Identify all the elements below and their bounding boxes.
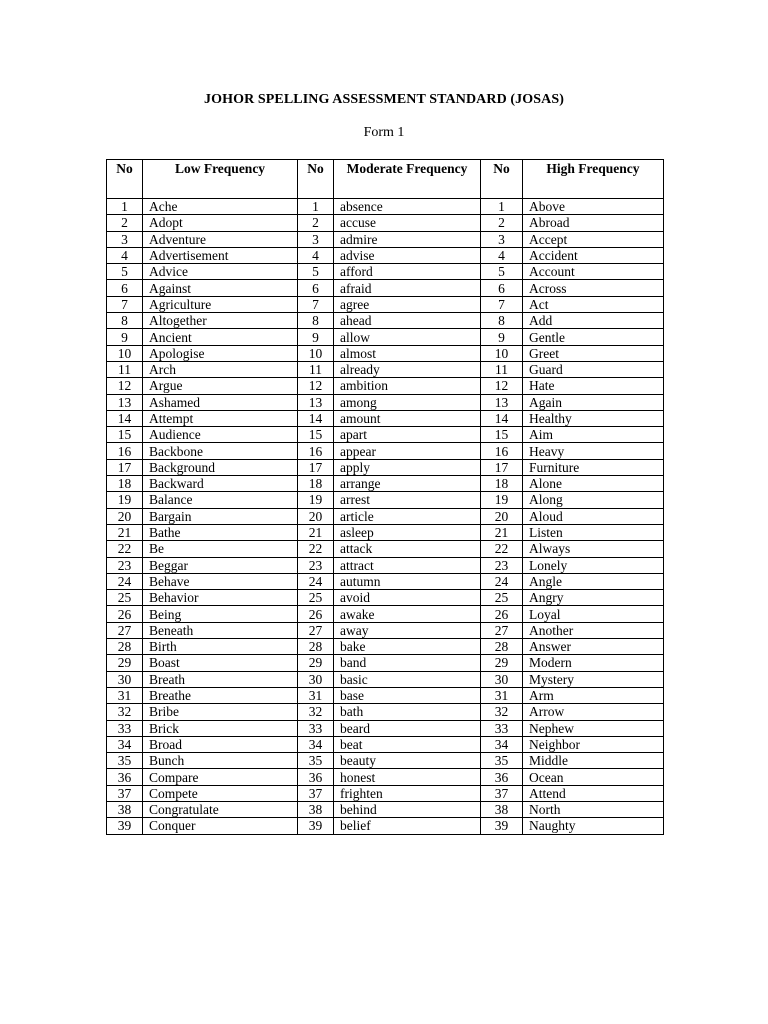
low-frequency-word: Birth xyxy=(143,639,298,655)
table-row xyxy=(107,459,664,475)
high-frequency-word: Aloud xyxy=(523,508,664,524)
moderate-frequency-word: frighten xyxy=(334,785,481,801)
low-frequency-word: Ache xyxy=(143,199,298,215)
high-frequency-word: Angle xyxy=(523,573,664,589)
table-row xyxy=(107,427,664,443)
row-number-high: 38 xyxy=(481,801,523,817)
high-frequency-word: Mystery xyxy=(523,671,664,687)
moderate-frequency-word: arrest xyxy=(334,492,481,508)
form-label: Form 1 xyxy=(363,125,405,140)
table-row xyxy=(107,394,664,410)
table-row xyxy=(107,313,664,329)
moderate-frequency-word: attract xyxy=(334,557,481,573)
row-number-high: 19 xyxy=(481,492,523,508)
moderate-frequency-word: allow xyxy=(334,329,481,345)
row-number-high: 33 xyxy=(481,720,523,736)
row-number-high: 25 xyxy=(481,590,523,606)
row-number-low: 4 xyxy=(107,247,143,263)
high-frequency-word: Add xyxy=(523,313,664,329)
moderate-frequency-word: afford xyxy=(334,264,481,280)
row-number-high: 10 xyxy=(481,345,523,361)
row-number-moderate: 15 xyxy=(298,427,334,443)
row-number-low: 9 xyxy=(107,329,143,345)
low-frequency-word: Being xyxy=(143,606,298,622)
row-number-moderate: 9 xyxy=(298,329,334,345)
low-frequency-word: Congratulate xyxy=(143,801,298,817)
row-number-low: 17 xyxy=(107,459,143,475)
moderate-frequency-word: apply xyxy=(334,459,481,475)
low-frequency-word: Adventure xyxy=(143,231,298,247)
table-row xyxy=(107,753,664,769)
row-number-moderate: 18 xyxy=(298,476,334,492)
moderate-frequency-word: advise xyxy=(334,247,481,263)
row-number-low: 2 xyxy=(107,215,143,231)
low-frequency-word: Behavior xyxy=(143,590,298,606)
row-number-low: 12 xyxy=(107,378,143,394)
high-frequency-word: Abroad xyxy=(523,215,664,231)
row-number-moderate: 33 xyxy=(298,720,334,736)
moderate-frequency-word: beard xyxy=(334,720,481,736)
low-frequency-word: Brick xyxy=(143,720,298,736)
high-frequency-word: Modern xyxy=(523,655,664,671)
high-frequency-word: Hate xyxy=(523,378,664,394)
high-frequency-word: Healthy xyxy=(523,410,664,426)
row-number-low: 19 xyxy=(107,492,143,508)
row-number-low: 7 xyxy=(107,296,143,312)
row-number-low: 33 xyxy=(107,720,143,736)
row-number-moderate: 35 xyxy=(298,753,334,769)
column-header-no-moderate: No xyxy=(298,160,334,199)
row-number-high: 31 xyxy=(481,687,523,703)
row-number-low: 5 xyxy=(107,264,143,280)
row-number-high: 22 xyxy=(481,541,523,557)
low-frequency-word: Background xyxy=(143,459,298,475)
row-number-moderate: 36 xyxy=(298,769,334,785)
low-frequency-word: Breath xyxy=(143,671,298,687)
row-number-low: 36 xyxy=(107,769,143,785)
row-number-high: 1 xyxy=(481,199,523,215)
high-frequency-word: Above xyxy=(523,199,664,215)
low-frequency-word: Attempt xyxy=(143,410,298,426)
row-number-high: 35 xyxy=(481,753,523,769)
row-number-low: 11 xyxy=(107,361,143,377)
row-number-high: 39 xyxy=(481,818,523,834)
table-row xyxy=(107,378,664,394)
row-number-moderate: 17 xyxy=(298,459,334,475)
moderate-frequency-word: honest xyxy=(334,769,481,785)
row-number-moderate: 38 xyxy=(298,801,334,817)
high-frequency-word: Naughty xyxy=(523,818,664,834)
row-number-high: 29 xyxy=(481,655,523,671)
row-number-moderate: 30 xyxy=(298,671,334,687)
low-frequency-word: Behave xyxy=(143,573,298,589)
row-number-moderate: 39 xyxy=(298,818,334,834)
row-number-moderate: 2 xyxy=(298,215,334,231)
spelling-word-table xyxy=(106,159,664,835)
moderate-frequency-word: accuse xyxy=(334,215,481,231)
low-frequency-word: Against xyxy=(143,280,298,296)
low-frequency-word: Conquer xyxy=(143,818,298,834)
row-number-high: 15 xyxy=(481,427,523,443)
moderate-frequency-word: base xyxy=(334,687,481,703)
high-frequency-word: Another xyxy=(523,622,664,638)
row-number-low: 29 xyxy=(107,655,143,671)
row-number-low: 10 xyxy=(107,345,143,361)
table-row xyxy=(107,573,664,589)
row-number-low: 38 xyxy=(107,801,143,817)
row-number-moderate: 6 xyxy=(298,280,334,296)
row-number-moderate: 27 xyxy=(298,622,334,638)
row-number-moderate: 24 xyxy=(298,573,334,589)
high-frequency-word: Furniture xyxy=(523,459,664,475)
high-frequency-word: Again xyxy=(523,394,664,410)
low-frequency-word: Beneath xyxy=(143,622,298,638)
low-frequency-word: Bargain xyxy=(143,508,298,524)
row-number-moderate: 19 xyxy=(298,492,334,508)
low-frequency-word: Bribe xyxy=(143,704,298,720)
low-frequency-word: Arch xyxy=(143,361,298,377)
high-frequency-word: Ocean xyxy=(523,769,664,785)
low-frequency-word: Compare xyxy=(143,769,298,785)
row-number-low: 37 xyxy=(107,785,143,801)
table-row xyxy=(107,231,664,247)
row-number-low: 16 xyxy=(107,443,143,459)
row-number-low: 25 xyxy=(107,590,143,606)
moderate-frequency-word: beat xyxy=(334,736,481,752)
moderate-frequency-word: bath xyxy=(334,704,481,720)
row-number-low: 39 xyxy=(107,818,143,834)
row-number-moderate: 13 xyxy=(298,394,334,410)
low-frequency-word: Broad xyxy=(143,736,298,752)
table-row xyxy=(107,606,664,622)
row-number-low: 3 xyxy=(107,231,143,247)
low-frequency-word: Boast xyxy=(143,655,298,671)
high-frequency-word: Attend xyxy=(523,785,664,801)
table-row xyxy=(107,247,664,263)
table-row xyxy=(107,443,664,459)
row-number-high: 24 xyxy=(481,573,523,589)
table-row xyxy=(107,818,664,834)
row-number-low: 35 xyxy=(107,753,143,769)
row-number-low: 22 xyxy=(107,541,143,557)
high-frequency-word: Account xyxy=(523,264,664,280)
row-number-low: 34 xyxy=(107,736,143,752)
moderate-frequency-word: amount xyxy=(334,410,481,426)
moderate-frequency-word: autumn xyxy=(334,573,481,589)
high-frequency-word: Heavy xyxy=(523,443,664,459)
table-row xyxy=(107,736,664,752)
moderate-frequency-word: agree xyxy=(334,296,481,312)
row-number-low: 23 xyxy=(107,557,143,573)
table-row xyxy=(107,590,664,606)
moderate-frequency-word: afraid xyxy=(334,280,481,296)
row-number-high: 36 xyxy=(481,769,523,785)
row-number-high: 5 xyxy=(481,264,523,280)
moderate-frequency-word: band xyxy=(334,655,481,671)
high-frequency-word: Accident xyxy=(523,247,664,263)
low-frequency-word: Beggar xyxy=(143,557,298,573)
high-frequency-word: Greet xyxy=(523,345,664,361)
column-header-no-high: No xyxy=(481,160,523,199)
table-row xyxy=(107,687,664,703)
high-frequency-word: Arm xyxy=(523,687,664,703)
table-row xyxy=(107,361,664,377)
column-header-no-low: No xyxy=(107,160,143,199)
row-number-moderate: 14 xyxy=(298,410,334,426)
row-number-low: 32 xyxy=(107,704,143,720)
moderate-frequency-word: avoid xyxy=(334,590,481,606)
row-number-high: 26 xyxy=(481,606,523,622)
row-number-moderate: 5 xyxy=(298,264,334,280)
row-number-high: 7 xyxy=(481,296,523,312)
row-number-low: 27 xyxy=(107,622,143,638)
low-frequency-word: Adopt xyxy=(143,215,298,231)
row-number-high: 11 xyxy=(481,361,523,377)
row-number-moderate: 16 xyxy=(298,443,334,459)
low-frequency-word: Argue xyxy=(143,378,298,394)
table-row xyxy=(107,785,664,801)
moderate-frequency-word: bake xyxy=(334,639,481,655)
row-number-high: 6 xyxy=(481,280,523,296)
moderate-frequency-word: beauty xyxy=(334,753,481,769)
row-number-high: 12 xyxy=(481,378,523,394)
high-frequency-word: Arrow xyxy=(523,704,664,720)
row-number-high: 21 xyxy=(481,524,523,540)
row-number-low: 24 xyxy=(107,573,143,589)
low-frequency-word: Bathe xyxy=(143,524,298,540)
table-row xyxy=(107,345,664,361)
moderate-frequency-word: attack xyxy=(334,541,481,557)
column-header-low-frequency: Low Frequency xyxy=(143,160,298,199)
moderate-frequency-word: already xyxy=(334,361,481,377)
table-row xyxy=(107,476,664,492)
row-number-high: 3 xyxy=(481,231,523,247)
row-number-moderate: 29 xyxy=(298,655,334,671)
low-frequency-word: Backbone xyxy=(143,443,298,459)
row-number-high: 14 xyxy=(481,410,523,426)
row-number-high: 34 xyxy=(481,736,523,752)
table-row xyxy=(107,280,664,296)
moderate-frequency-word: apart xyxy=(334,427,481,443)
table-row xyxy=(107,329,664,345)
high-frequency-word: Across xyxy=(523,280,664,296)
high-frequency-word: Along xyxy=(523,492,664,508)
high-frequency-word: Listen xyxy=(523,524,664,540)
moderate-frequency-word: article xyxy=(334,508,481,524)
row-number-moderate: 23 xyxy=(298,557,334,573)
row-number-high: 20 xyxy=(481,508,523,524)
row-number-high: 8 xyxy=(481,313,523,329)
table-row xyxy=(107,508,664,524)
row-number-high: 30 xyxy=(481,671,523,687)
high-frequency-word: Aim xyxy=(523,427,664,443)
moderate-frequency-word: behind xyxy=(334,801,481,817)
page-title: JOHOR SPELLING ASSESSMENT STANDARD (JOSAS) xyxy=(204,92,564,107)
low-frequency-word: Ancient xyxy=(143,329,298,345)
row-number-high: 13 xyxy=(481,394,523,410)
high-frequency-word: Loyal xyxy=(523,606,664,622)
moderate-frequency-word: belief xyxy=(334,818,481,834)
high-frequency-word: Angry xyxy=(523,590,664,606)
low-frequency-word: Compete xyxy=(143,785,298,801)
low-frequency-word: Agriculture xyxy=(143,296,298,312)
row-number-moderate: 12 xyxy=(298,378,334,394)
moderate-frequency-word: ahead xyxy=(334,313,481,329)
table-header-row xyxy=(107,160,664,199)
row-number-moderate: 26 xyxy=(298,606,334,622)
table-row xyxy=(107,769,664,785)
row-number-high: 18 xyxy=(481,476,523,492)
low-frequency-word: Backward xyxy=(143,476,298,492)
low-frequency-word: Advice xyxy=(143,264,298,280)
row-number-low: 6 xyxy=(107,280,143,296)
table-row xyxy=(107,639,664,655)
table-row xyxy=(107,199,664,215)
row-number-moderate: 28 xyxy=(298,639,334,655)
high-frequency-word: Guard xyxy=(523,361,664,377)
moderate-frequency-word: absence xyxy=(334,199,481,215)
moderate-frequency-word: appear xyxy=(334,443,481,459)
row-number-moderate: 37 xyxy=(298,785,334,801)
high-frequency-word: Gentle xyxy=(523,329,664,345)
low-frequency-word: Balance xyxy=(143,492,298,508)
moderate-frequency-word: arrange xyxy=(334,476,481,492)
high-frequency-word: Lonely xyxy=(523,557,664,573)
table-row xyxy=(107,541,664,557)
column-header-high-frequency: High Frequency xyxy=(523,160,664,199)
row-number-high: 37 xyxy=(481,785,523,801)
row-number-high: 32 xyxy=(481,704,523,720)
row-number-high: 27 xyxy=(481,622,523,638)
row-number-low: 8 xyxy=(107,313,143,329)
low-frequency-word: Bunch xyxy=(143,753,298,769)
row-number-low: 18 xyxy=(107,476,143,492)
row-number-moderate: 3 xyxy=(298,231,334,247)
low-frequency-word: Ashamed xyxy=(143,394,298,410)
high-frequency-word: Neighbor xyxy=(523,736,664,752)
row-number-low: 20 xyxy=(107,508,143,524)
row-number-low: 26 xyxy=(107,606,143,622)
table-row xyxy=(107,720,664,736)
row-number-low: 28 xyxy=(107,639,143,655)
table-row xyxy=(107,264,664,280)
column-header-moderate-frequency: Moderate Frequency xyxy=(334,160,481,199)
row-number-moderate: 4 xyxy=(298,247,334,263)
row-number-low: 15 xyxy=(107,427,143,443)
moderate-frequency-word: awake xyxy=(334,606,481,622)
row-number-moderate: 32 xyxy=(298,704,334,720)
moderate-frequency-word: almost xyxy=(334,345,481,361)
row-number-high: 16 xyxy=(481,443,523,459)
low-frequency-word: Apologise xyxy=(143,345,298,361)
row-number-moderate: 10 xyxy=(298,345,334,361)
table-row xyxy=(107,524,664,540)
row-number-low: 13 xyxy=(107,394,143,410)
low-frequency-word: Breathe xyxy=(143,687,298,703)
low-frequency-word: Altogether xyxy=(143,313,298,329)
moderate-frequency-word: basic xyxy=(334,671,481,687)
low-frequency-word: Audience xyxy=(143,427,298,443)
high-frequency-word: Answer xyxy=(523,639,664,655)
row-number-high: 28 xyxy=(481,639,523,655)
table-body xyxy=(107,199,664,835)
row-number-low: 14 xyxy=(107,410,143,426)
row-number-moderate: 7 xyxy=(298,296,334,312)
table-row xyxy=(107,215,664,231)
row-number-moderate: 21 xyxy=(298,524,334,540)
row-number-high: 17 xyxy=(481,459,523,475)
row-number-moderate: 22 xyxy=(298,541,334,557)
row-number-low: 21 xyxy=(107,524,143,540)
row-number-moderate: 20 xyxy=(298,508,334,524)
row-number-moderate: 8 xyxy=(298,313,334,329)
high-frequency-word: Accept xyxy=(523,231,664,247)
row-number-low: 30 xyxy=(107,671,143,687)
high-frequency-word: Nephew xyxy=(523,720,664,736)
row-number-moderate: 11 xyxy=(298,361,334,377)
row-number-low: 31 xyxy=(107,687,143,703)
moderate-frequency-word: ambition xyxy=(334,378,481,394)
high-frequency-word: Always xyxy=(523,541,664,557)
moderate-frequency-word: asleep xyxy=(334,524,481,540)
high-frequency-word: North xyxy=(523,801,664,817)
row-number-high: 9 xyxy=(481,329,523,345)
row-number-high: 4 xyxy=(481,247,523,263)
moderate-frequency-word: away xyxy=(334,622,481,638)
row-number-moderate: 1 xyxy=(298,199,334,215)
table-row xyxy=(107,704,664,720)
table-row xyxy=(107,671,664,687)
table-row xyxy=(107,801,664,817)
table-row xyxy=(107,410,664,426)
table-row xyxy=(107,622,664,638)
row-number-high: 2 xyxy=(481,215,523,231)
high-frequency-word: Alone xyxy=(523,476,664,492)
low-frequency-word: Be xyxy=(143,541,298,557)
table-row xyxy=(107,492,664,508)
table-row xyxy=(107,655,664,671)
moderate-frequency-word: among xyxy=(334,394,481,410)
high-frequency-word: Middle xyxy=(523,753,664,769)
table-row xyxy=(107,557,664,573)
row-number-moderate: 31 xyxy=(298,687,334,703)
row-number-moderate: 25 xyxy=(298,590,334,606)
high-frequency-word: Act xyxy=(523,296,664,312)
row-number-high: 23 xyxy=(481,557,523,573)
row-number-moderate: 34 xyxy=(298,736,334,752)
row-number-low: 1 xyxy=(107,199,143,215)
moderate-frequency-word: admire xyxy=(334,231,481,247)
table-row xyxy=(107,296,664,312)
low-frequency-word: Advertisement xyxy=(143,247,298,263)
